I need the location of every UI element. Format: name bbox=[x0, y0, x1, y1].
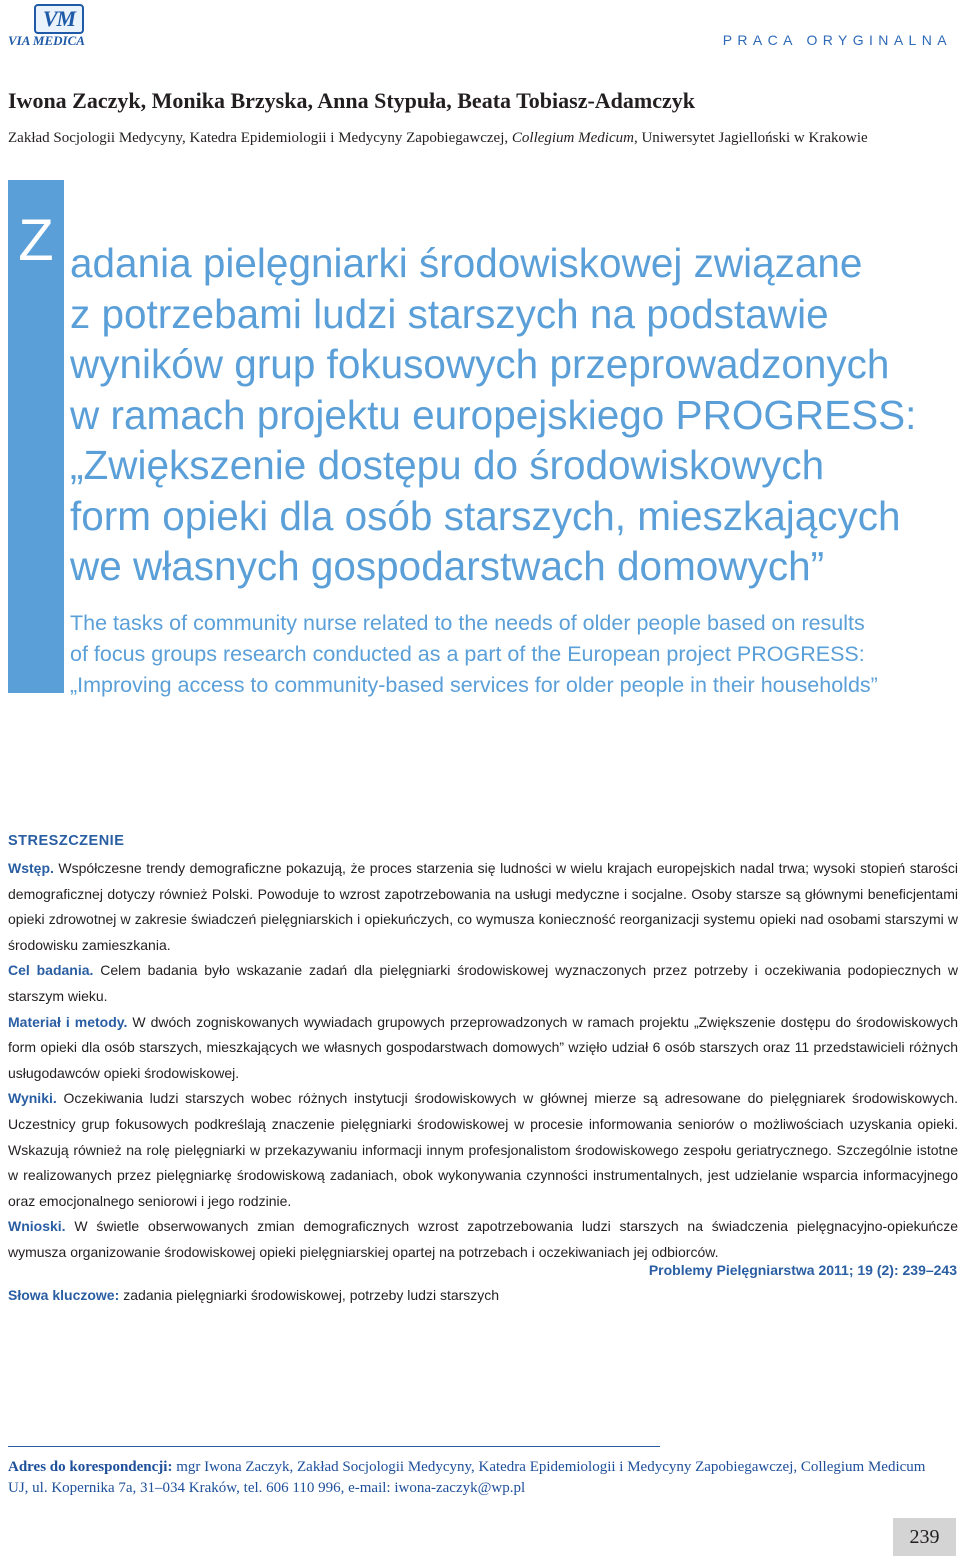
keywords-text: zadania pielęgniarki środowiskowej, potrzeby ludzi starszych bbox=[123, 1287, 500, 1303]
title-line: w ramach projektu europejskiego PROGRESS: bbox=[70, 391, 917, 438]
subtitle-line: of focus groups research conducted as a part of the European project PROGRESS: bbox=[70, 642, 865, 666]
affiliation bbox=[8, 130, 868, 147]
paragraph-lead: Wnioski. bbox=[8, 1218, 66, 1235]
title-line: form opieki dla osób starszych, mieszkających bbox=[70, 492, 901, 539]
affiliation-post: , Uniwersytet Jagielloński w Krakowie bbox=[633, 130, 868, 146]
authors: Iwona Zaczyk, Monika Brzyska, Anna Stypuła, Beata Tobiasz-Adamczyk bbox=[8, 88, 695, 113]
keywords bbox=[8, 1287, 499, 1303]
subtitle-line: The tasks of community nurse related to the needs of older people based on results bbox=[70, 611, 865, 635]
paragraph-text: W świetle obserwowanych zmian demograficznych wzrost zapotrzebowania ludzi starszych na świadczenia pielęgnacyjno-opiekuńcze wymusza organizowanie środowiskowej opieki pielęgniarskiej opartej na potrzebach i oczekiwaniach jej odbiorców. bbox=[8, 1218, 958, 1260]
paragraph-lead: Wyniki. bbox=[8, 1090, 57, 1107]
page-number: 239 bbox=[909, 1526, 940, 1548]
abstract-paragraph-introduction bbox=[8, 856, 958, 958]
abstract-paragraph-aim bbox=[8, 958, 958, 1009]
abstract-heading: STRESZCZENIE bbox=[8, 833, 125, 849]
abstract-paragraph-conclusions bbox=[8, 1214, 958, 1265]
abstract-paragraph-methods bbox=[8, 1010, 958, 1087]
title-line: adania pielęgniarki środowiskowej związane bbox=[70, 240, 863, 286]
affiliation-pre: Zakład Socjologii Medycyny, Katedra Epidemiologii i Medycyny Zapobiegawczej, bbox=[8, 130, 512, 146]
paragraph-text: Współczesne trendy demograficzne pokazują, że proces starzenia się ludności w wielu krajach europejskich nadal trwa; wysoki stopień starości demograficznej dotyczy również Polski. Powoduje to wzrost zapotrzebowania na usługi medyczne i socjalne. Osoby starsze są głównymi beneficjentami opieki zdrowotnej w zakresie świadczeń pielęgniarskich i opiekuńczych, co wymusza konieczność reorganizacji systemu opieki nad osobami starszymi w środowisku zamieszkania. bbox=[8, 860, 958, 953]
paragraph-lead: Materiał i metody. bbox=[8, 1013, 128, 1030]
article-title bbox=[70, 238, 950, 592]
title-line: wyników grup fokusowych przeprowadzonych bbox=[70, 341, 890, 387]
correspondence-label: Adres do korespondencji: bbox=[8, 1459, 173, 1475]
abstract-body bbox=[8, 856, 958, 1266]
title-initial: Z bbox=[18, 208, 54, 273]
affiliation-italic: Collegium Medicum bbox=[511, 130, 634, 146]
logo-mark: VM bbox=[34, 4, 84, 34]
keywords-label: Słowa kluczowe: bbox=[8, 1287, 120, 1303]
subtitle-line: „Improving access to community-based services for older people in their households” bbox=[70, 673, 878, 697]
paragraph-text: W dwóch zogniskowanych wywiadach grupowych przeprowadzonych w ramach projektu „Zwiększenie dostępu do środowiskowych form opieki dla osób starszych, mieszkających we własnych gospodarstwach domowych” wzięło udział 6 osób starszych oraz 11 przedstawicieli różnych usługodawców opieki środowiskowej. bbox=[8, 1013, 959, 1081]
paragraph-lead: Cel badania. bbox=[8, 962, 94, 979]
abstract-paragraph-results bbox=[8, 1086, 958, 1214]
correspondence-address bbox=[8, 1457, 948, 1499]
footer-divider bbox=[8, 1446, 660, 1447]
section-label: PRACA ORYGINALNA bbox=[722, 32, 952, 48]
english-title bbox=[70, 608, 956, 701]
correspondence-text: mgr Iwona Zaczyk, Zakład Socjologii Medycyny, Katedra Epidemiologii i Medycyny Zapobiegawczej, Collegium Medicum UJ, ul. Kopernika 7a, 31–034 Kraków, tel. 606 110 996, e-mail: iwona-zaczyk@wp.pl bbox=[8, 1459, 926, 1496]
logo-text: VIA MEDICA bbox=[8, 33, 85, 48]
paragraph-lead: Wstęp. bbox=[8, 860, 54, 876]
title-line: „Zwiększenie dostępu do środowiskowych bbox=[70, 442, 825, 488]
journal-citation: Problemy Pielęgniarstwa 2011; 19 (2): 239–243 bbox=[648, 1262, 957, 1278]
title-line: z potrzebami ludzi starszych na podstawie bbox=[70, 290, 829, 337]
publisher-logo bbox=[8, 2, 100, 50]
paragraph-text: Celem badania było wskazanie zadań dla pielęgniarki środowiskowej wyznaczonych przez potrzeby i oczekiwania podopiecznych w starszym wieku. bbox=[8, 962, 959, 1004]
paragraph-text: Oczekiwania ludzi starszych wobec różnych instytucji środowiskowych w głównej mierze są adresowane do pielęgniarek środowiskowych. Uczestnicy grup fokusowych podkreślają znaczenie pielęgniarki środowiskowej w procesie informowania seniorów o możliwościach uzyskania opieki. Wskazują również na rolę pielęgniarki w przekazywaniu informacji innym profesjonalistom środowiskowego zespołu geriatrycznego. Szczególnie istotne w realizowanych przez pielęgniarkę środowiskową zadaniach, obok wykonywania czynności instrumentalnych, jest udzielanie wsparcia informacyjnego oraz emocjonalnego seniorowi i jego rodzinie. bbox=[8, 1090, 958, 1209]
title-line: we własnych gospodarstwach domowych” bbox=[70, 543, 825, 589]
